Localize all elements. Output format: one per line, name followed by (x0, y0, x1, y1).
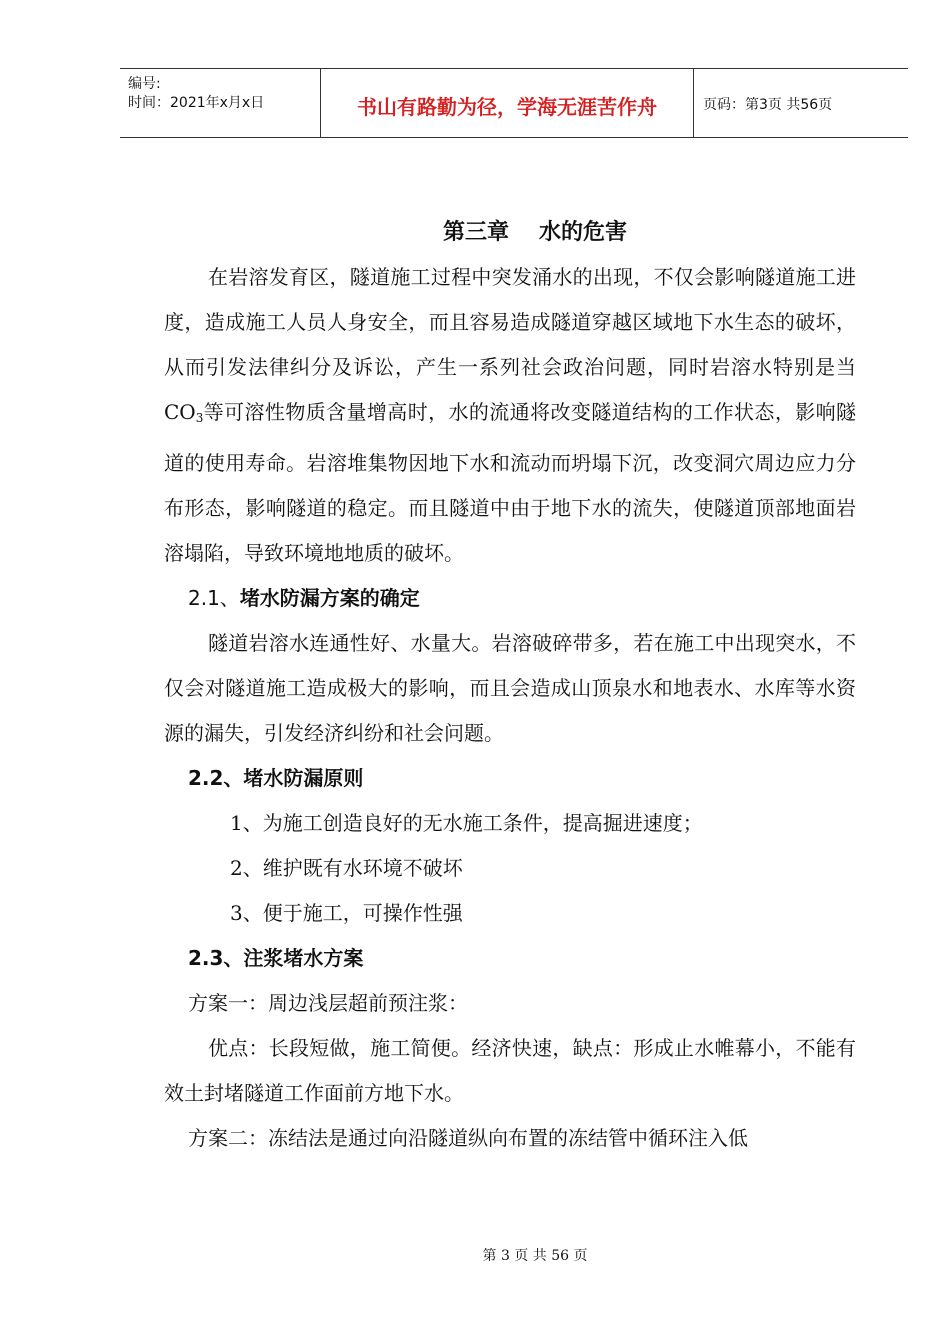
document-number-label: 编号: (128, 76, 161, 92)
page-header (120, 68, 908, 138)
section-2-1-number: 2.1、 (188, 586, 240, 610)
intro-text-b: 等可溶性物质含量增高时，水的流通将改变隧道结构的工作状态，影响隧道的使用寿命。岩溶堆集物因地下水和流动而坍塌下沉，改变洞穴周边应力分布形态，影响隧道的稳定。而且隧道中由于地下水的流失，使隧道顶部地面岩溶塌陷，导致环境地地质的破坏。 (164, 400, 856, 565)
principle-item-3: 3、便于施工，可操作性强 (230, 901, 463, 925)
section-2-1-heading (188, 576, 856, 621)
chapter-name: 水的危害 (539, 220, 628, 245)
chapter-number: 第三章 (442, 220, 509, 245)
co3-subscript: 3 (195, 411, 204, 425)
section-2-1-title: 堵水防漏方案的确定 (239, 586, 420, 610)
header-motto: 书山有路勤为径，学海无涯苦作舟 (357, 95, 657, 119)
header-left-cell (120, 69, 320, 137)
page-footer: 第 3 页 共 56 页 (482, 1248, 588, 1264)
chapter-title (0, 215, 950, 246)
header-page-number: 页码：第3页 共56页 (703, 97, 833, 113)
plan-1-paragraph: 优点：长段短做，施工简便。经济快速，缺点：形成止水帷幕小，不能有效土封堵隧道工作面前方地下水。 (164, 1036, 856, 1105)
intro-text-a: 在岩溶发育区，隧道施工过程中突发涌水的出现，不仅会影响隧道施工进度，造成施工人员人身安全，而且容易造成隧道穿越区域地下水生态的破坏，从而引发法律纠分及诉讼，产生一系列社会政治问题，同时岩溶水特别是当CO (164, 265, 856, 424)
intro-paragraph (164, 255, 856, 576)
document-time-label: 时间：2021年x月x日 (128, 95, 265, 111)
section-2-3-heading: 2.3、注浆堵水方案 (188, 946, 364, 970)
header-motto-cell (320, 69, 694, 137)
plan-2-paragraph: 方案二：冻结法是通过向沿隧道纵向布置的冻结管中循环注入低 (188, 1126, 748, 1150)
section-2-1-paragraph: 隧道岩溶水连通性好、水量大。岩溶破碎带多，若在施工中出现突水，不仅会对隧道施工造成极大的影响，而且会造成山顶泉水和地表水、水库等水资源的漏失，引发经济纠纷和社会问题。 (164, 631, 856, 745)
header-right-cell (693, 69, 908, 137)
plan-1-title: 方案一：周边浅层超前预注浆： (188, 991, 468, 1015)
principle-item-2: 2、维护既有水环境不破坏 (230, 856, 463, 880)
document-body (164, 255, 856, 1161)
section-2-2-heading: 2.2、堵水防漏原则 (188, 766, 364, 790)
principle-item-1: 1、为施工创造良好的无水施工条件，提高掘进速度； (230, 811, 703, 835)
